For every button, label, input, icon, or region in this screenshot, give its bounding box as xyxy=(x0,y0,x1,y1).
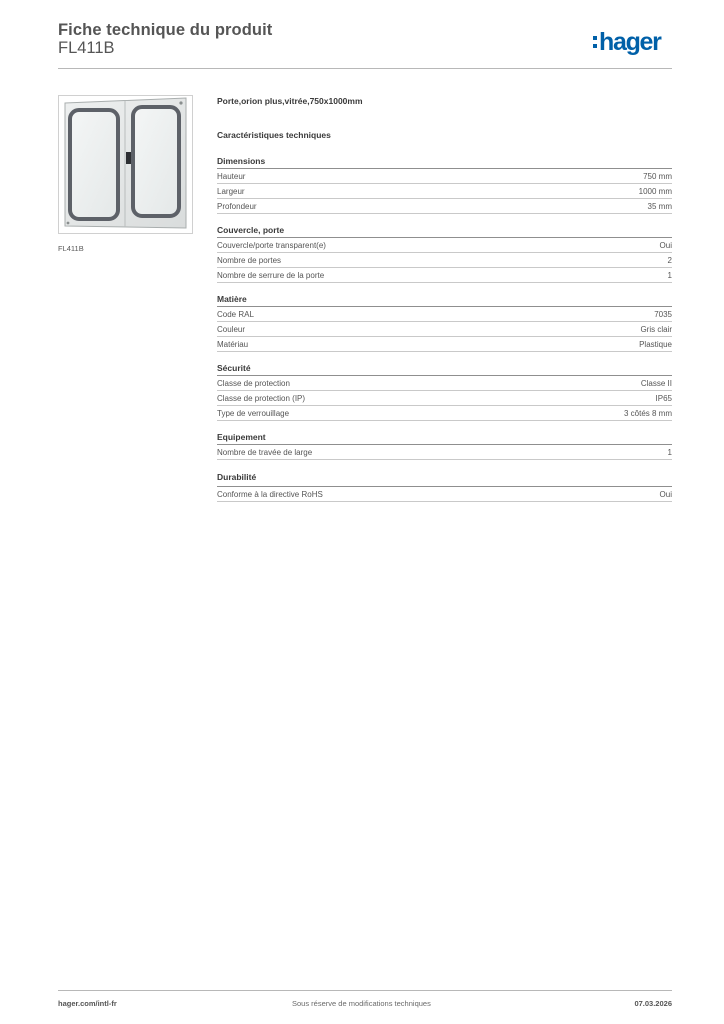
spec-label: Largeur xyxy=(217,186,245,196)
logo-text: hager xyxy=(599,28,661,56)
product-name: Porte,orion plus,vitrée,750x1000mm xyxy=(217,96,363,106)
spec-group-durability xyxy=(217,471,672,502)
spec-group-equipment xyxy=(217,432,672,460)
spec-value: Oui xyxy=(659,489,672,499)
spec-value: 2 xyxy=(667,255,672,265)
spec-label: Hauteur xyxy=(217,171,246,181)
product-image xyxy=(58,95,193,234)
spec-label: Type de verrouillage xyxy=(217,408,290,418)
spec-group-safety xyxy=(217,363,672,421)
logo-dots-icon xyxy=(593,36,597,48)
spec-value: 750 mm xyxy=(643,171,672,181)
header-divider xyxy=(58,68,672,69)
spec-group-cover-door xyxy=(217,225,672,283)
footer-date: 07.03.2026 xyxy=(634,999,672,1008)
spec-label: Classe de protection (IP) xyxy=(217,393,306,403)
spec-value: Plastique xyxy=(639,339,672,349)
spec-row xyxy=(217,391,672,406)
product-reference: FL411B xyxy=(58,39,115,57)
hager-logo xyxy=(593,27,675,57)
spec-value: 3 côtés 8 mm xyxy=(623,408,672,418)
footer-notice: Sous réserve de modifications techniques xyxy=(292,999,431,1008)
technical-section-title: Caractéristiques techniques xyxy=(217,130,331,140)
footer-website-link[interactable]: hager.com/intl-fr xyxy=(58,999,117,1008)
spec-label: Matériau xyxy=(217,339,249,349)
spec-value: 1 xyxy=(667,447,672,457)
spec-label: Nombre de serrure de la porte xyxy=(217,270,325,280)
spec-row xyxy=(217,169,672,184)
spec-label: Profondeur xyxy=(217,201,257,211)
spec-value: 1000 mm xyxy=(638,186,672,196)
spec-value: Gris clair xyxy=(640,324,672,334)
spec-row xyxy=(217,445,672,460)
spec-row xyxy=(217,184,672,199)
spec-label: Classe de protection xyxy=(217,378,290,388)
spec-value: 1 xyxy=(667,270,672,280)
spec-value: 35 mm xyxy=(647,201,672,211)
spec-group-title: Couvercle, porte xyxy=(217,225,672,238)
spec-label: Couleur xyxy=(217,324,246,334)
spec-group-title: Durabilité xyxy=(217,471,672,487)
spec-row xyxy=(217,238,672,253)
spec-row xyxy=(217,268,672,283)
spec-row xyxy=(217,337,672,352)
page-title: Fiche technique du produit xyxy=(58,21,273,39)
spec-row xyxy=(217,307,672,322)
spec-row xyxy=(217,322,672,337)
spec-label: Code RAL xyxy=(217,309,254,319)
spec-row xyxy=(217,487,672,502)
spec-label: Conforme à la directive RoHS xyxy=(217,489,323,499)
footer-divider xyxy=(58,990,672,991)
spec-group-title: Equipement xyxy=(217,432,672,445)
spec-label: Nombre de travée de large xyxy=(217,447,313,457)
spec-row xyxy=(217,376,672,391)
spec-group-dimensions xyxy=(217,156,672,214)
spec-row xyxy=(217,253,672,268)
image-caption: FL411B xyxy=(58,244,84,253)
spec-value: Oui xyxy=(659,240,672,250)
spec-group-title: Dimensions xyxy=(217,156,672,169)
spec-label: Couvercle/porte transparent(e) xyxy=(217,240,326,250)
spec-group-title: Sécurité xyxy=(217,363,672,376)
spec-row xyxy=(217,199,672,214)
spec-row xyxy=(217,406,672,421)
spec-group-title: Matière xyxy=(217,294,672,307)
spec-value: 7035 xyxy=(654,309,672,319)
spec-group-material xyxy=(217,294,672,352)
spec-value: IP65 xyxy=(655,393,672,403)
spec-label: Nombre de portes xyxy=(217,255,282,265)
spec-value: Classe II xyxy=(640,378,672,388)
spec-sheet xyxy=(217,96,672,502)
